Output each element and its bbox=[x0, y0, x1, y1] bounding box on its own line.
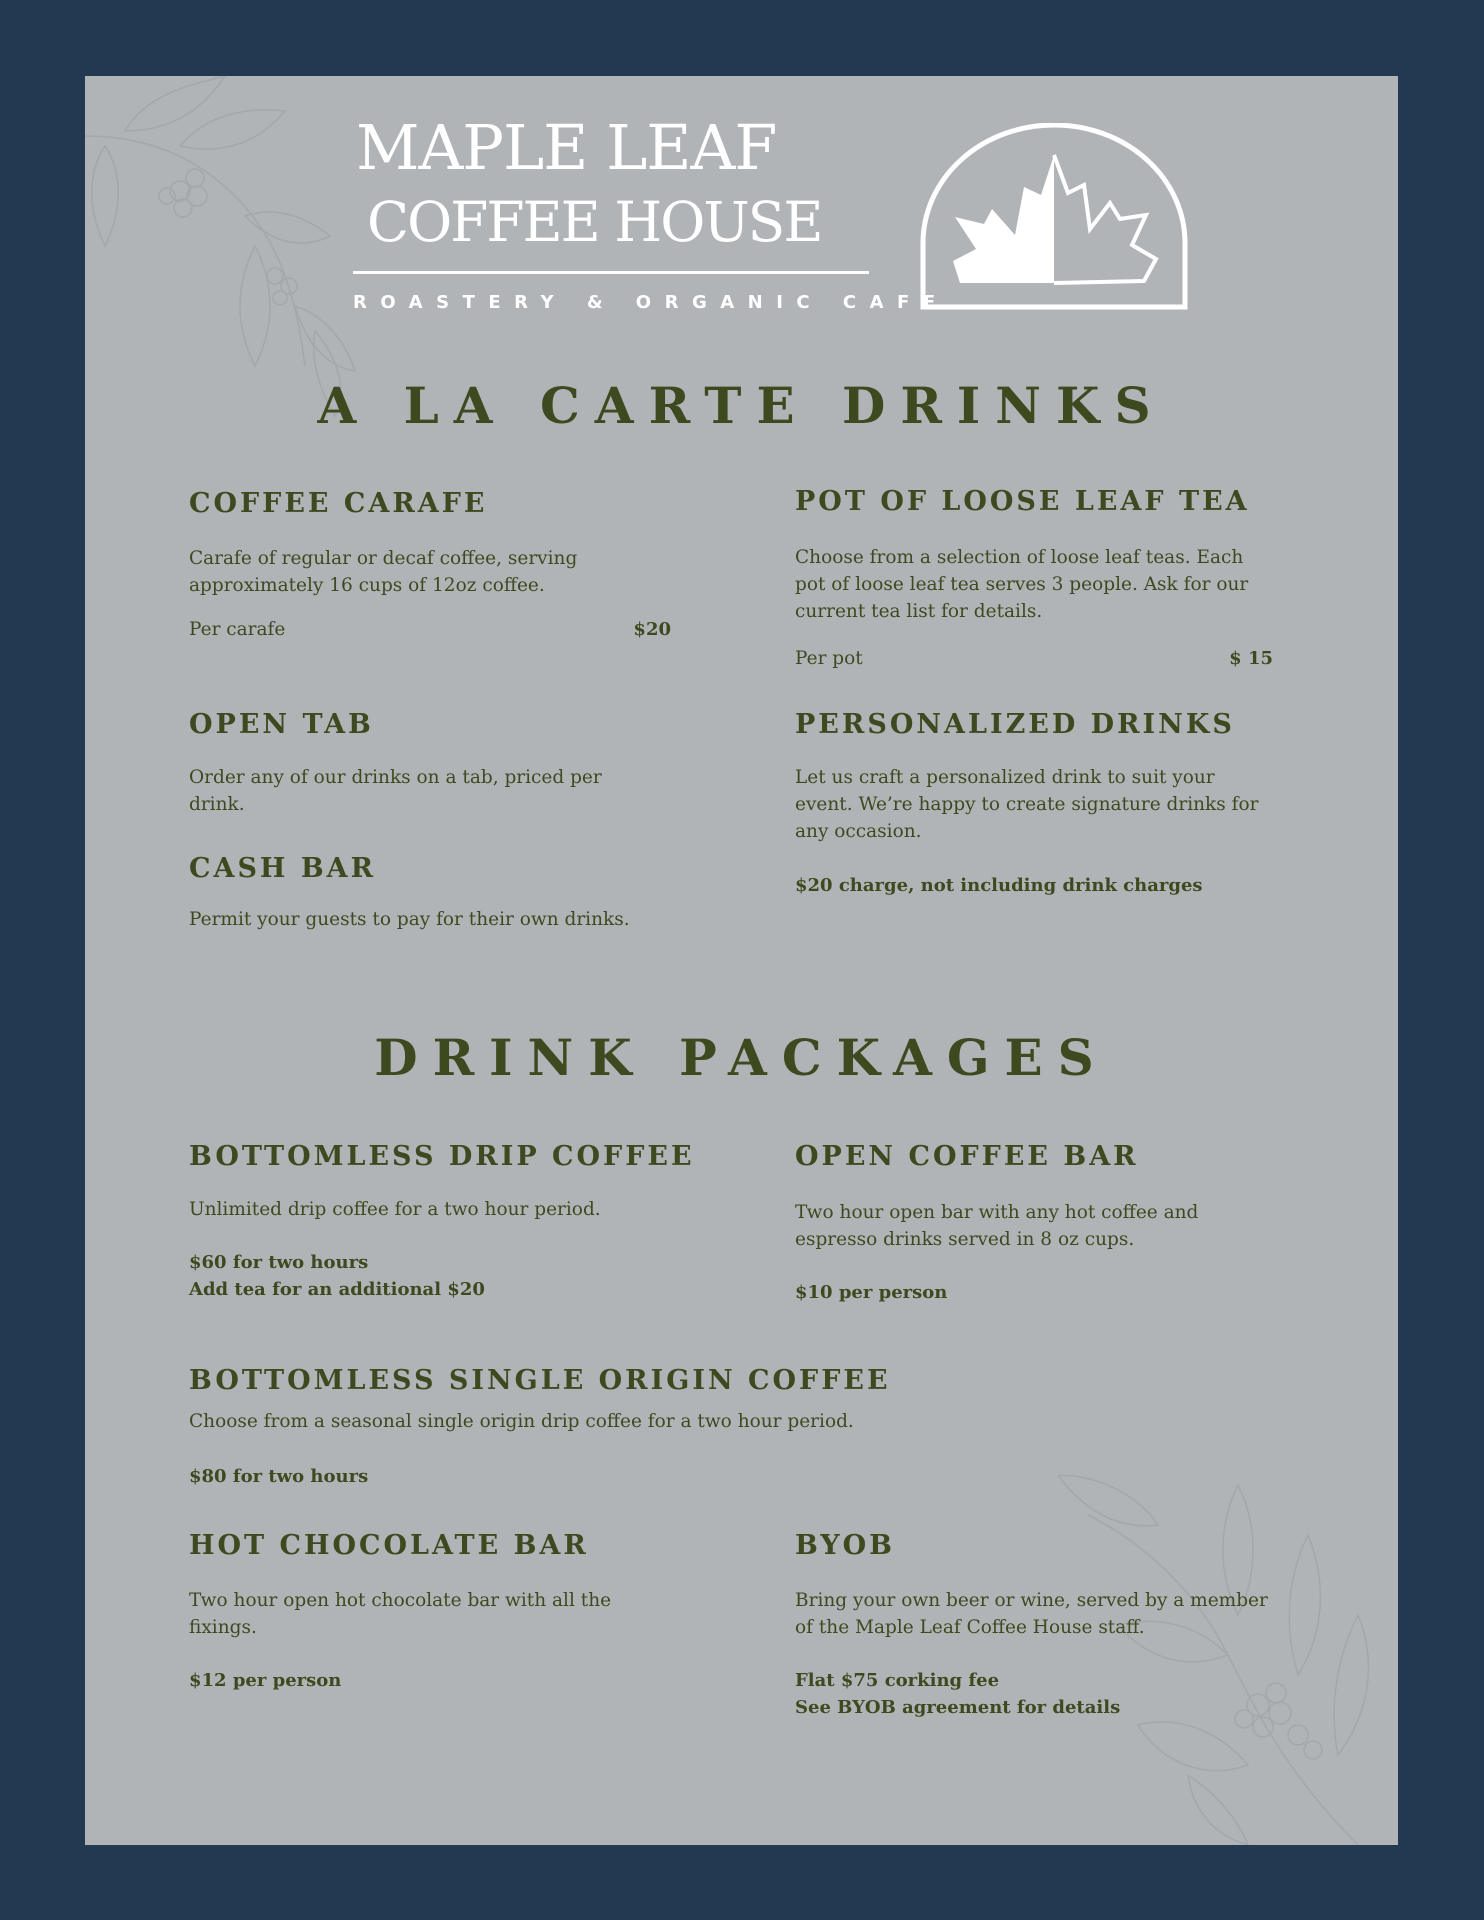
single-origin-price: $80 for two hours bbox=[189, 1466, 369, 1487]
byob-description: Bring your own beer or wine, served by a member of the Maple Leaf Coffee House staff. bbox=[795, 1590, 1268, 1638]
coffee-carafe-description: Carafe of regular or decaf coffee, serving approximately 16 cups of 12oz coffee. bbox=[189, 548, 578, 596]
loose-leaf-tea-heading: POT OF LOOSE LEAF TEA bbox=[795, 486, 1250, 517]
drink-packages-title: DRINK PACKAGES bbox=[374, 1028, 1109, 1087]
byob-fee: Flat $75 corking fee bbox=[795, 1670, 1000, 1691]
open-tab-description: Order any of our drinks on a tab, priced per drink. bbox=[189, 767, 602, 815]
logo-tagline: ROASTERY & ORGANIC CAFE bbox=[353, 292, 949, 313]
personalized-drinks-price: $20 charge, not including drink charges bbox=[795, 875, 1203, 896]
bottomless-drip-addon: Add tea for an additional $20 bbox=[189, 1279, 485, 1300]
bottomless-drip-heading: BOTTOMLESS DRIP COFFEE bbox=[189, 1141, 695, 1172]
personalized-drinks-description: Let us craft a personalized drink to suit your event. We’re happy to create signature drinks for any occasion. bbox=[795, 767, 1259, 842]
menu-page bbox=[85, 76, 1398, 1845]
logo-divider bbox=[353, 271, 869, 274]
byob-agreement-note: See BYOB agreement for details bbox=[795, 1697, 1121, 1718]
loose-leaf-tea-description: Choose from a selection of loose leaf teas. Each pot of loose leaf tea serves 3 people. Ask for our current tea list for details. bbox=[795, 547, 1249, 622]
open-coffee-bar-price: $10 per person bbox=[795, 1282, 948, 1303]
a-la-carte-title: A LA CARTE DRINKS bbox=[317, 376, 1166, 435]
personalized-drinks-heading: PERSONALIZED DRINKS bbox=[795, 709, 1235, 740]
bottomless-drip-price: $60 for two hours bbox=[189, 1252, 369, 1273]
hot-chocolate-heading: HOT CHOCOLATE BAR bbox=[189, 1530, 589, 1561]
logo-name-line1: MAPLE LEAF bbox=[356, 111, 777, 184]
coffee-carafe-heading: COFFEE CARAFE bbox=[189, 488, 488, 519]
coffee-branch-icon bbox=[1058, 1475, 1398, 1845]
maple-leaf-arch-icon bbox=[920, 123, 1188, 310]
single-origin-description: Choose from a seasonal single origin drip coffee for a two hour period. bbox=[189, 1411, 854, 1432]
open-coffee-bar-description: Two hour open bar with any hot coffee and espresso drinks served in 8 oz cups. bbox=[795, 1202, 1199, 1250]
byob-heading: BYOB bbox=[795, 1530, 895, 1561]
hot-chocolate-description: Two hour open hot chocolate bar with all the fixings. bbox=[189, 1590, 612, 1638]
cash-bar-description: Permit your guests to pay for their own drinks. bbox=[189, 909, 630, 930]
hot-chocolate-price: $12 per person bbox=[189, 1670, 342, 1691]
cash-bar-heading: CASH BAR bbox=[189, 853, 377, 884]
coffee-carafe-price: $20 bbox=[633, 619, 671, 640]
logo-name-line2: COFFEE HOUSE bbox=[367, 190, 822, 254]
loose-leaf-tea-unit: Per pot bbox=[795, 648, 863, 669]
coffee-carafe-unit: Per carafe bbox=[189, 619, 286, 640]
bottomless-drip-description: Unlimited drip coffee for a two hour period. bbox=[189, 1199, 601, 1220]
single-origin-heading: BOTTOMLESS SINGLE ORIGIN COFFEE bbox=[189, 1365, 891, 1396]
open-coffee-bar-heading: OPEN COFFEE BAR bbox=[795, 1141, 1139, 1172]
open-tab-heading: OPEN TAB bbox=[189, 709, 374, 740]
loose-leaf-tea-price: $ 15 bbox=[1229, 648, 1273, 669]
